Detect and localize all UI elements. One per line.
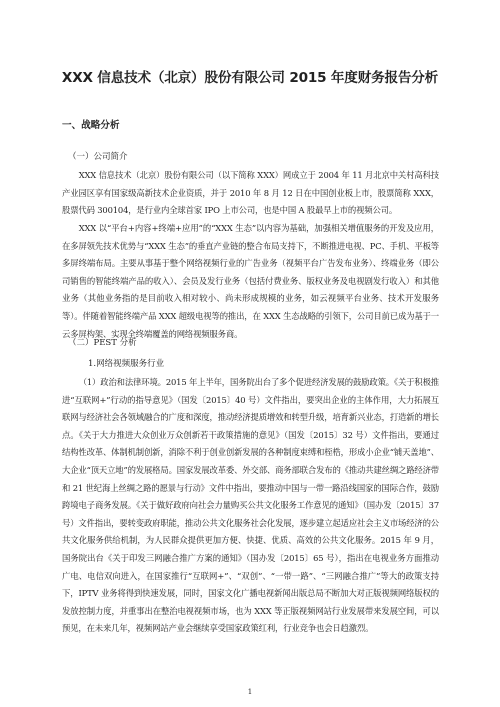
page-number: 1 bbox=[247, 688, 253, 696]
section-heading-strategy: 一、战略分析 bbox=[62, 120, 120, 131]
subheading-pest-analysis: （二）PEST 分析 bbox=[68, 338, 137, 348]
document-title: XXX 信息技术（北京）股份有限公司 2015 年度财务报告分析 bbox=[61, 70, 439, 86]
paragraph-company-intro: XXX 信息技术（北京）股份有限公司（以下简称 XXX）网成立于 2004 年 11 月北京中关村高科技产业园区享有国家级高新技术企业资质，并于 2010 年 8 月 12 日在中国创业板上市，股票简称 XXX，股票代码 300104，是行业内全球首家 IPO 上市公司，也是中国 A 股最早上市的视频公司。 bbox=[62, 170, 439, 216]
paragraph-political-legal: （1）政治和法律环境。2015 年上半年，国务院出台了多个促进经济发展的鼓励政策。《关于积极推进“互联网+”行动的指导意见》（国发〔2015〕40 号）文件指出，要突出企业的主体作用，大力拓展互联网与经济社会各领域融合的广度和深度，推动经济提质增效和转型升级，培育新兴业态，打造新的增长点。《关于大力推进大众创业万众创新若干政策措施的意见》（国发〔2015〕32 号）文件指出，要通过结构性改革、体制机制创新，消除不利于创业创新发展的各种制度束缚和桎梏，形成小企业“铺天盖地”、大企业“顶天立地”的发展格局。国家发展改革委、外交部、商务部联合发布的《推动共建丝绸之路经济带和 21 世纪海上丝绸之路的愿景与行动》文件中指出，要推动中国与一带一路沿线国家的国际合作，鼓励跨境电子商务发展。《关于做好政府向社会力量购买公共文化服务工作意见的通知》（国办发〔2015〕37 号）文件指出，要转变政府职能，推动公共文化服务社会化发展，逐步建立起适应社会主义市场经济的公共文化服务供给机制，为人民群众提供更加方便、快捷、优质、高效的公共文化服务。2015 年 9 月，国务院出台《关于印发三网融合推广方案的通知》（国办发〔2015〕65 号），指出在电视业务方面推动广电、电信双向进入，在国家推行“互联网+”、“双创”、“一带一路”、“三网融合推广”等大的政策支持下，IPTV 业务将得到快速发展，同时，国家文化广播电视新闻出版总局不断加大对正版视频网络版权的发放控制力度，并重事出在整治电视视频市场，也为 XXX 等正版视频网站行业发展带来发展空间，可以预见，在未来几年，视频网站产业会继续享受国家政策红利，行业竞争也会日趋激烈。 bbox=[62, 377, 439, 634]
subheading-company-profile: （一）公司简介 bbox=[68, 152, 128, 162]
paragraph-business-overview: XXX 以“平台+内容+终端+应用”的“XXX 生态”以内容为基础，加强相关增值服务的开发及应用，在多屏领先技术优势与“XXX 生态”的垂直产业链的整合布局支持下，不断推进电视、PC、手机、平板等多屏终端布局。主要从事基于整个网络视频行业的广告业务（视频平台广告发布业务）、终端业务（即公司销售的智能终端产品的收入）、会员及发行业务（包括付费业务、版权业务及电视剧发行收入）和其他业务（其他业务指的是目前收入相对较小、尚未形成规模的业务，如云视频平台业务、技术开发服务等）。伴随着智能终端产品 XXX 超级电视等的推出，在 XXX 生态战略的引领下，公司目前已成为基于一云多屏构架、实现全终端覆盖的网络视频服务商。 bbox=[62, 223, 439, 339]
subheading-video-industry: 1.网络视频服务行业 bbox=[88, 359, 165, 369]
